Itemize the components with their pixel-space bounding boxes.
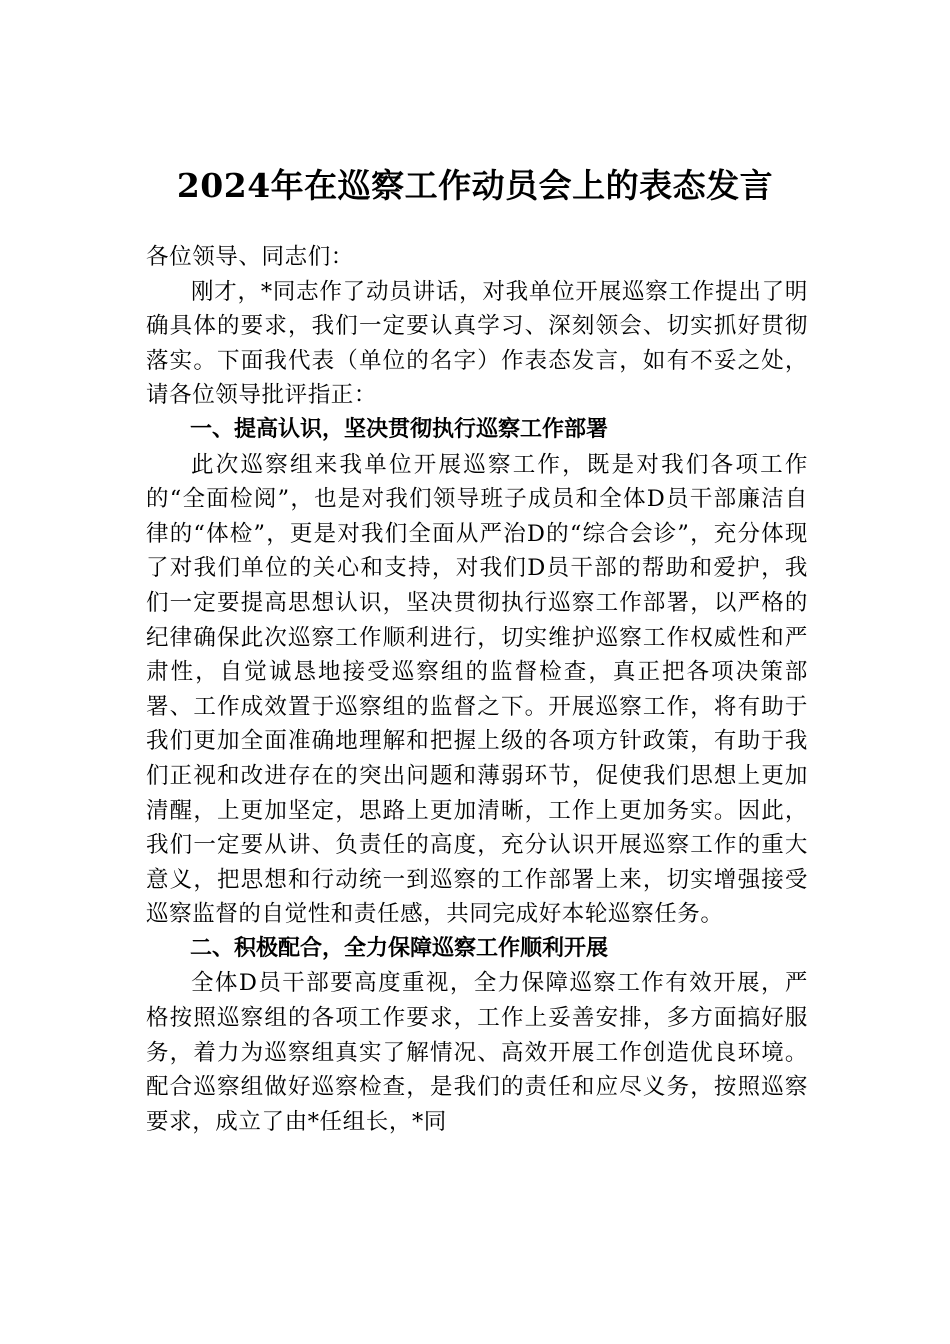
document-body bbox=[146, 240, 808, 1139]
section-2-paragraph: 全体D员干部要高度重视，全力保障巡察工作有效开展，严格按照巡察组的各项工作要求，工作上妥善安排，多方面搞好服务，着力为巡察组真实了解情况、高效开展工作创造优良环境。配合巡察组做好巡察检查，是我们的责任和应尽义务，按照巡察要求，成立了由*任组长，*同 bbox=[146, 970, 808, 1135]
section-1-paragraph: 此次巡察组来我单位开展巡察工作，既是对我们各项工作的“全面检阅”，也是对我们领导班子成员和全体D员干部廉洁自律的“体检”，更是对我们全面从严治D的“综合会诊”，充分体现了对我们单位的关心和支持，对我们D员干部的帮助和爱护，我们一定要提高思想认识，坚决贯彻执行巡察工作部署，以严格的纪律确保此次巡察工作顺利进行，切实维护巡察工作权威性和严肃性，自觉诚恳地接受巡察组的监督检查，真正把各项决策部署、工作成效置于巡察组的监督之下。开展巡察工作，将有助于我们更加全面准确地理解和把握上级的各项方针政策，有助于我们正视和改进存在的突出问题和薄弱环节，促使我们思想上更加清醒，上更加坚定，思路上更加清晰，工作上更加务实。因此，我们一定要从讲、负责任的高度，充分认识开展巡察工作的重大意义，把思想和行动统一到巡察的工作部署上来，切实增强接受巡察监督的自觉性和责任感，共同完成好本轮巡察任务。 bbox=[146, 451, 808, 928]
salutation: 各位领导、同志们： bbox=[146, 244, 354, 270]
section-2-heading: 二、积极配合，全力保障巡察工作顺利开展 bbox=[190, 935, 609, 961]
intro-paragraph: 刚才，*同志作了动员讲话，对我单位开展巡察工作提出了明确具体的要求，我们一定要认真学习、深刻领会、切实抓好贯彻落实。下面我代表（单位的名字）作表态发言，如有不妥之处，请各位领导批评指正： bbox=[146, 278, 808, 409]
document-title: 2024年在巡察工作动员会上的表态发言 bbox=[176, 166, 774, 205]
section-1-heading: 一、提高认识，坚决贯彻执行巡察工作部署 bbox=[190, 416, 609, 442]
